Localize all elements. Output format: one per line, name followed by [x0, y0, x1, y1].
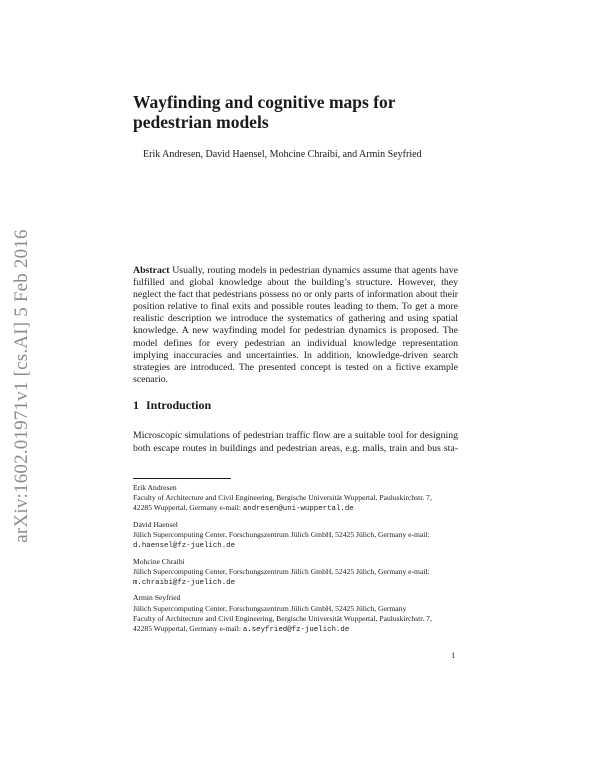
footnote-divider	[133, 478, 231, 479]
affiliation-name: Erik Andresen	[133, 483, 177, 492]
email-link[interactable]: andresen@uni-wuppertal.de	[242, 505, 354, 514]
affiliation-haensel	[133, 520, 463, 552]
author-affiliations	[133, 483, 463, 640]
introduction-text: Microscopic simulations of pedestrian traffic flow are a suitable tool for designing both escape routes in buildings and pedestrian areas, e.g. malls, train and bus sta-	[133, 430, 458, 454]
email-link[interactable]: a.seyfried@fz-juelich.de	[242, 626, 350, 634]
affiliation-andresen	[133, 483, 463, 515]
affiliation-name: Armin Seyfried	[133, 593, 181, 603]
abstract-text: Usually, routing models in pedestrian dynamics assume that agents have fulfilled and global knowledge about the building’s structure. However, they neglect the fact that pedestrians possess no or only parts of information about their position relative to final exits and possible routes leading to them. To get a more realistic description we introduce the systematics of gathering and using spatial knowledge. A new wayfinding model for pedestrian dynamics is proposed. The model defines for every pedestrian an individual knowledge representation implying inaccuracies and uncertainties. In addition, knowledge-driven search strategies are introduced. The presented concept is tested on a fictive example scenario.	[133, 265, 458, 385]
email-link[interactable]: m.chraibi@fz-juelich.de	[133, 579, 236, 587]
section-number: 1	[133, 398, 139, 412]
page-number: 1	[451, 650, 456, 660]
affiliation-location: 42285 Wuppertal, Germany e-mail:	[133, 503, 243, 513]
abstract-label: Abstract	[133, 265, 170, 276]
section-title: Introduction	[146, 398, 212, 412]
abstract	[133, 265, 458, 386]
affiliation-line: Jülich Supercomputing Center, Forschungszentrum Jülich GmbH, 52425 Jülich, Germany e-mail:	[133, 566, 430, 576]
affiliation-name: David Haensel	[133, 519, 178, 529]
email-link[interactable]: d.haensel@fz-juelich.de	[133, 542, 236, 551]
affiliation-seyfried	[133, 593, 463, 635]
affiliation-contact-line	[133, 503, 463, 514]
affiliation-chraibi	[133, 557, 463, 589]
affiliation-line: Faculty of Architecture and Civil Engineering, Bergische Universität Wuppertal, Pauluskirchstr. 7,	[133, 613, 432, 623]
paper-title: Wayfinding and cognitive maps for pedestrian models	[133, 92, 396, 132]
section-heading	[133, 398, 211, 413]
arxiv-identifier-stamp: arXiv:1602.01971v1 [cs.AI] 5 Feb 2016	[11, 229, 32, 543]
affiliation-name: Mohcine Chraibi	[133, 556, 185, 566]
affiliation-line: Jülich Supercomputing Center, Forschungszentrum Jülich GmbH, 52425 Jülich, Germany e-mail:	[133, 530, 430, 539]
affiliation-line: Faculty of Architecture and Civil Engineering, Bergische Universität Wuppertal, Pauluskirchstr. 7,	[133, 493, 432, 503]
affiliation-contact-line	[133, 540, 463, 551]
author-list: Erik Andresen, David Haensel, Mohcine Chraibi, and Armin Seyfried	[143, 149, 422, 160]
affiliation-contact-line	[133, 624, 463, 635]
affiliation-line: Jülich Supercomputing Center, Forschungszentrum Jülich GmbH, 52425 Jülich, Germany	[133, 603, 407, 613]
affiliation-contact-line	[133, 577, 463, 588]
affiliation-location: 42285 Wuppertal, Germany e-mail:	[133, 624, 243, 633]
